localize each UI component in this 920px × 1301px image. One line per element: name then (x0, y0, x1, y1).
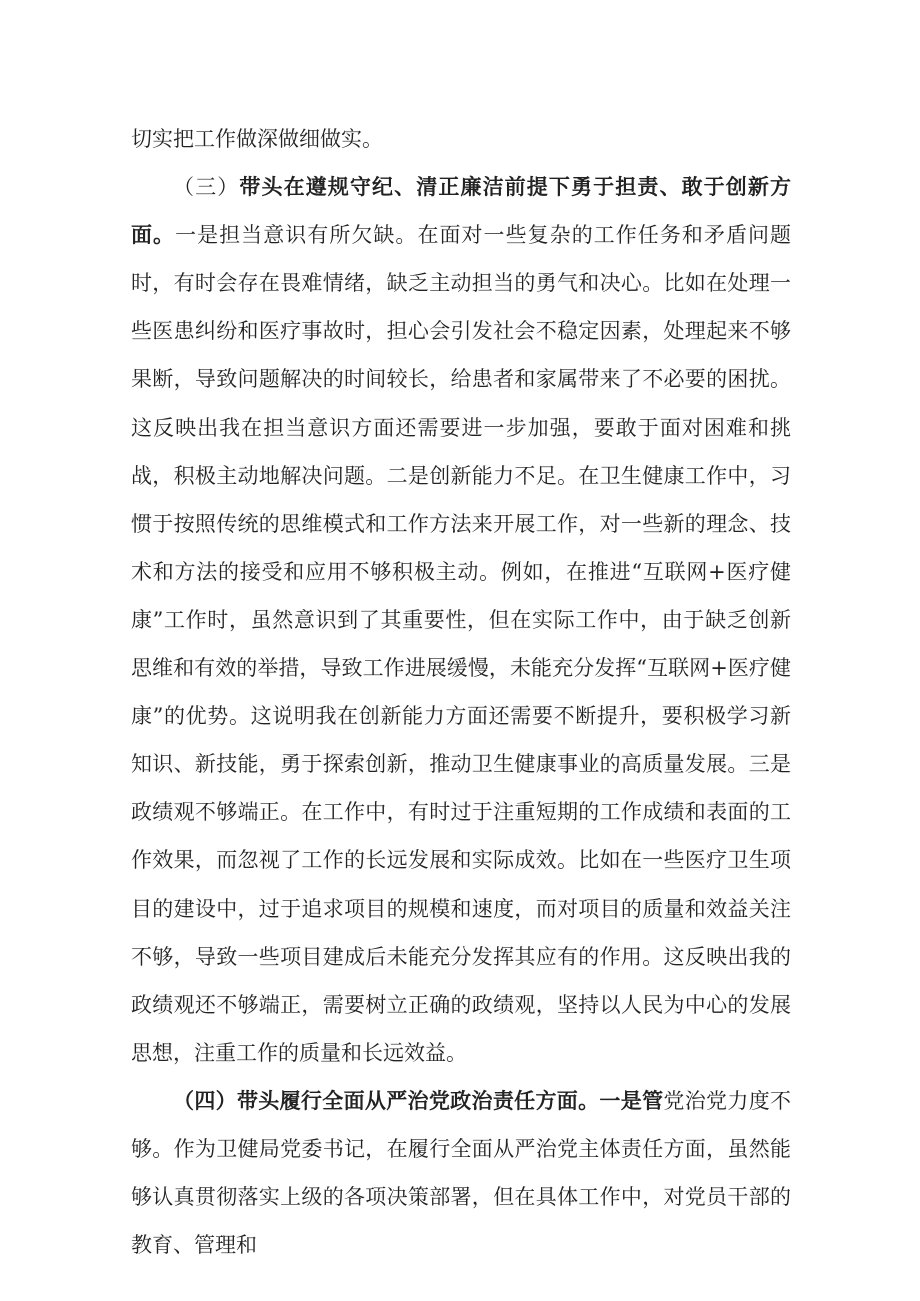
paragraph-continuation (131, 115, 791, 163)
paragraph-section-four (131, 1077, 791, 1269)
document-body (131, 115, 791, 1269)
section-number: （三） (173, 175, 240, 200)
paragraph-text: 一是担当意识有所欠缺。在面对一些复杂的工作任务和矛盾问题时，有时会存在畏难情绪，缺乏主动担当的勇气和决心。比如在处理一些医患纠纷和医疗事故时，担心会引发社会不稳定因素，处理起来不够果断，导致问题解决的时间较长，给患者和家属带来了不必要的困扰。这反映出我在担当意识方面还需要进一步加强，要敢于面对困难和挑战，积极主动地解决问题。二是创新能力不足。在卫生健康工作中，习惯于按照传统的思维模式和工作方法来开展工作，对一些新的理念、技术和方法的接受和应用不够积极主动。例如，在推进“互联网+医疗健康”工作时，虽然意识到了其重要性，但在实际工作中，由于缺乏创新思维和有效的举措，导致工作进展缓慢，未能充分发挥“互联网+医疗健康”的优势。这说明我在创新能力方面还需要不断提升，要积极学习新知识、新技能，勇于探索创新，推动卫生健康事业的高质量发展。三是政绩观不够端正。在工作中，有时过于注重短期的工作成绩和表面的工作效果，而忽视了工作的长远发展和实际成效。比如在一些医疗卫生项目的建设中，过于追求项目的规模和速度，而对项目的质量和效益关注不够，导致一些项目建成后未能充分发挥其应有的作用。这反映出我的政绩观还不够端正，需要树立正确的政绩观，坚持以人民为中心的发展思想，注重工作的质量和长远效益。 (131, 223, 792, 1065)
section-title: （四）带头履行全面从严治党政治责任方面。一是管 (173, 1087, 664, 1113)
section-title: 带头在遵规守纪、清正廉洁前提下勇于担责、敢于创新方面。 (131, 174, 792, 248)
paragraph-text: 切实把工作做深做细做实。 (131, 127, 383, 151)
paragraph-section-three (131, 163, 791, 1077)
paragraph-text: 党治党力度不够。作为卫健局党委书记，在履行全面从严治党主体责任方面，虽然能够认真贯彻落实上级的各项决策部署，但在具体工作中，对党员干部的教育、管理和 (131, 1088, 792, 1258)
